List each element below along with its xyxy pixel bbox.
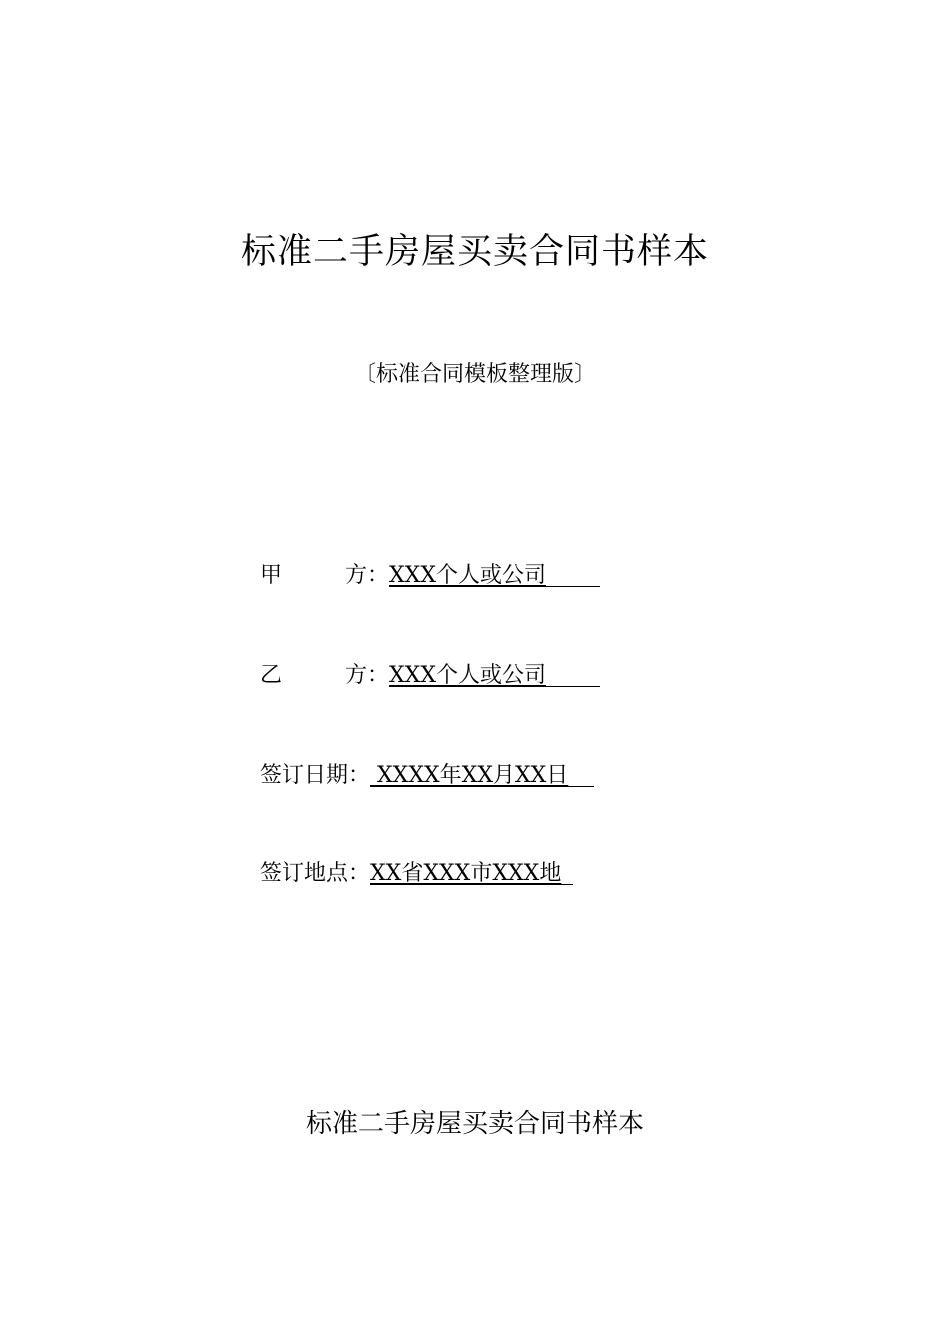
party-b-blank-line [546, 685, 600, 687]
sign-date-blank-line [568, 785, 594, 787]
document-title: 标准二手房屋买卖合同书样本 [240, 232, 709, 272]
party-a-label-char2: 方 [344, 563, 367, 588]
party-b-field [260, 660, 600, 692]
document-heading-repeat: 标准二手房屋买卖合同书样本 [305, 1109, 644, 1139]
party-b-value: XXX个人或公司 [389, 663, 547, 688]
party-a-value: XXX个人或公司 [389, 563, 547, 588]
party-b-colon: ： [367, 663, 390, 688]
sign-place-blank-line [561, 883, 573, 885]
party-a-colon: ： [367, 563, 390, 588]
party-a-blank-line [546, 585, 600, 587]
party-b-label [260, 660, 367, 692]
party-a-label [260, 560, 367, 592]
sign-place-value: XX省XXX市XXX地 [370, 861, 562, 886]
sign-place-label: 签订地点： [260, 861, 371, 886]
sign-date-label: 签订日期： [260, 763, 371, 788]
party-b-label-char1: 乙 [260, 663, 283, 688]
sign-date-value: XXXX年XX月XX日 [370, 763, 569, 788]
party-b-label-char2: 方 [344, 663, 367, 688]
sign-place-field [260, 858, 573, 890]
party-a-field [260, 560, 600, 592]
sign-date-field [260, 760, 594, 792]
document-subtitle: 〔标准合同模板整理版〕 [353, 362, 596, 387]
party-a-label-char1: 甲 [260, 563, 283, 588]
